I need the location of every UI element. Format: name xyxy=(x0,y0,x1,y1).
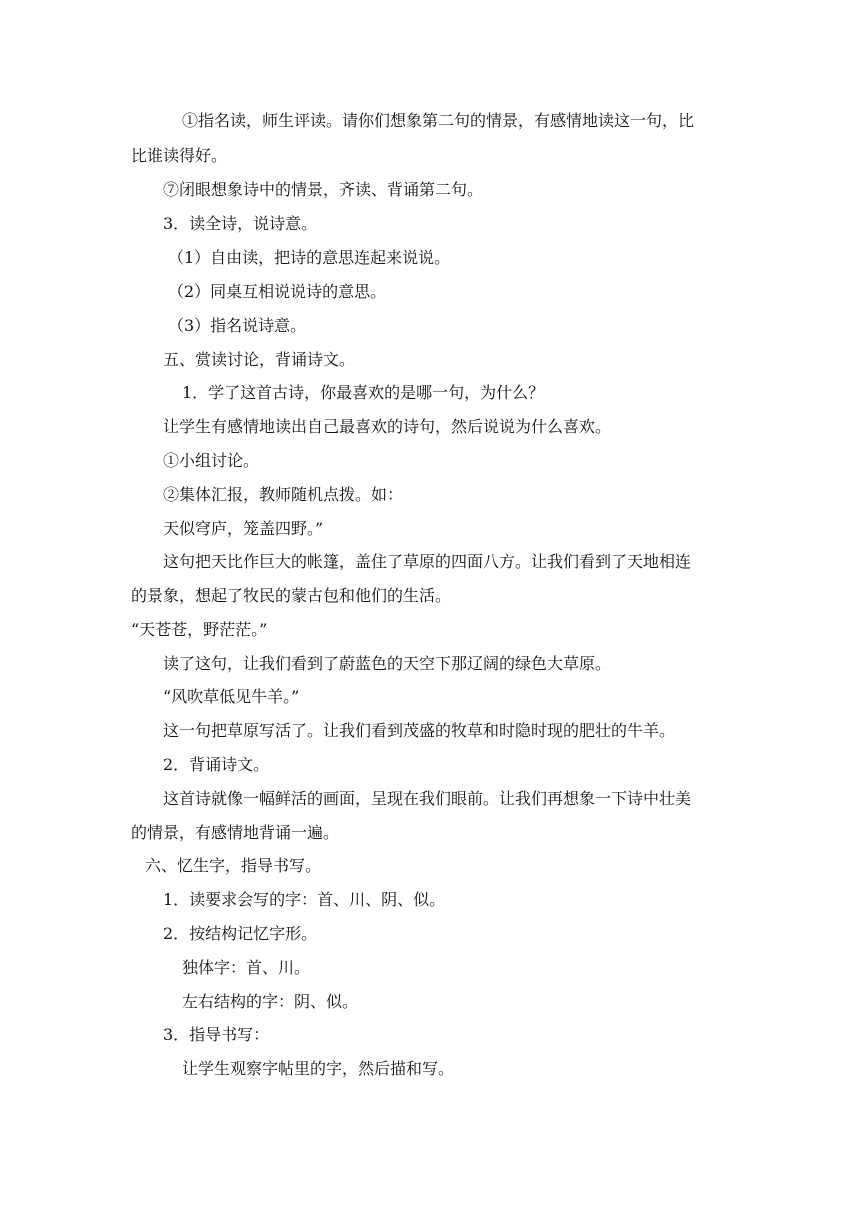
text-line: 3．读全诗，说诗意。 xyxy=(163,214,318,233)
text-line: 让学生观察字帖里的字，然后描和写。 xyxy=(182,1059,455,1078)
text-line: ②集体汇报，教师随机点拨。如： xyxy=(163,485,404,504)
text-line: 2．背诵诗文。 xyxy=(163,755,270,774)
text-line: “风吹草低见牛羊。” xyxy=(163,687,300,706)
text-line: 读了这句，让我们看到了蔚蓝色的天空下那辽阔的绿色大草原。 xyxy=(163,654,612,673)
text-line: ⑦闭眼想象诗中的情景，齐读、背诵第二句。 xyxy=(163,180,484,199)
section-heading: 五、赏读讨论，背诵诗文。 xyxy=(163,350,356,369)
text-line: ①小组讨论。 xyxy=(163,451,260,470)
text-line: 1．读要求会写的字：首、川、阴、似。 xyxy=(163,890,446,909)
text-line: “天苍苍，野茫茫。” xyxy=(131,620,268,639)
text-line: 独体字：首、川。 xyxy=(182,958,311,977)
text-line: 的景象，想起了牧民的蒙古包和他们的生活。 xyxy=(131,586,452,605)
section-heading: 六、忆生字，指导书写。 xyxy=(145,856,322,875)
text-line: 2．按结构记忆字形。 xyxy=(163,924,318,943)
text-line: 让学生有感情地读出自己最喜欢的诗句，然后说说为什么喜欢。 xyxy=(163,417,612,436)
text-line: （1）自由读，把诗的意思连起来说说。 xyxy=(168,248,451,267)
text-line: ①指名读，师生评读。请你们想象第二句的情景，有感情地读这一句，比 xyxy=(182,111,695,130)
text-line: （2）同桌互相说说诗的意思。 xyxy=(168,282,387,301)
text-line: 天似穹庐，笼盖四野。” xyxy=(163,519,324,538)
text-line: 3．指导书写： xyxy=(163,1025,270,1044)
text-line: （3）指名说诗意。 xyxy=(168,316,307,335)
text-line: 1．学了这首古诗，你最喜欢的是哪一句，为什么？ xyxy=(182,383,545,402)
text-line: 的情景，有感情地背诵一遍。 xyxy=(131,823,340,842)
text-line: 比谁读得好。 xyxy=(131,146,228,165)
text-line: 这一句把草原写活了。让我们看到茂盛的牧草和时隐时现的肥壮的牛羊。 xyxy=(163,721,676,740)
text-line: 这句把天比作巨大的帐篷，盖住了草原的四面八方。让我们看到了天地相连 xyxy=(163,552,692,571)
text-line: 这首诗就像一幅鲜活的画面，呈现在我们眼前。让我们再想象一下诗中壮美 xyxy=(163,789,692,808)
text-line: 左右结构的字：阴、似。 xyxy=(182,992,359,1011)
